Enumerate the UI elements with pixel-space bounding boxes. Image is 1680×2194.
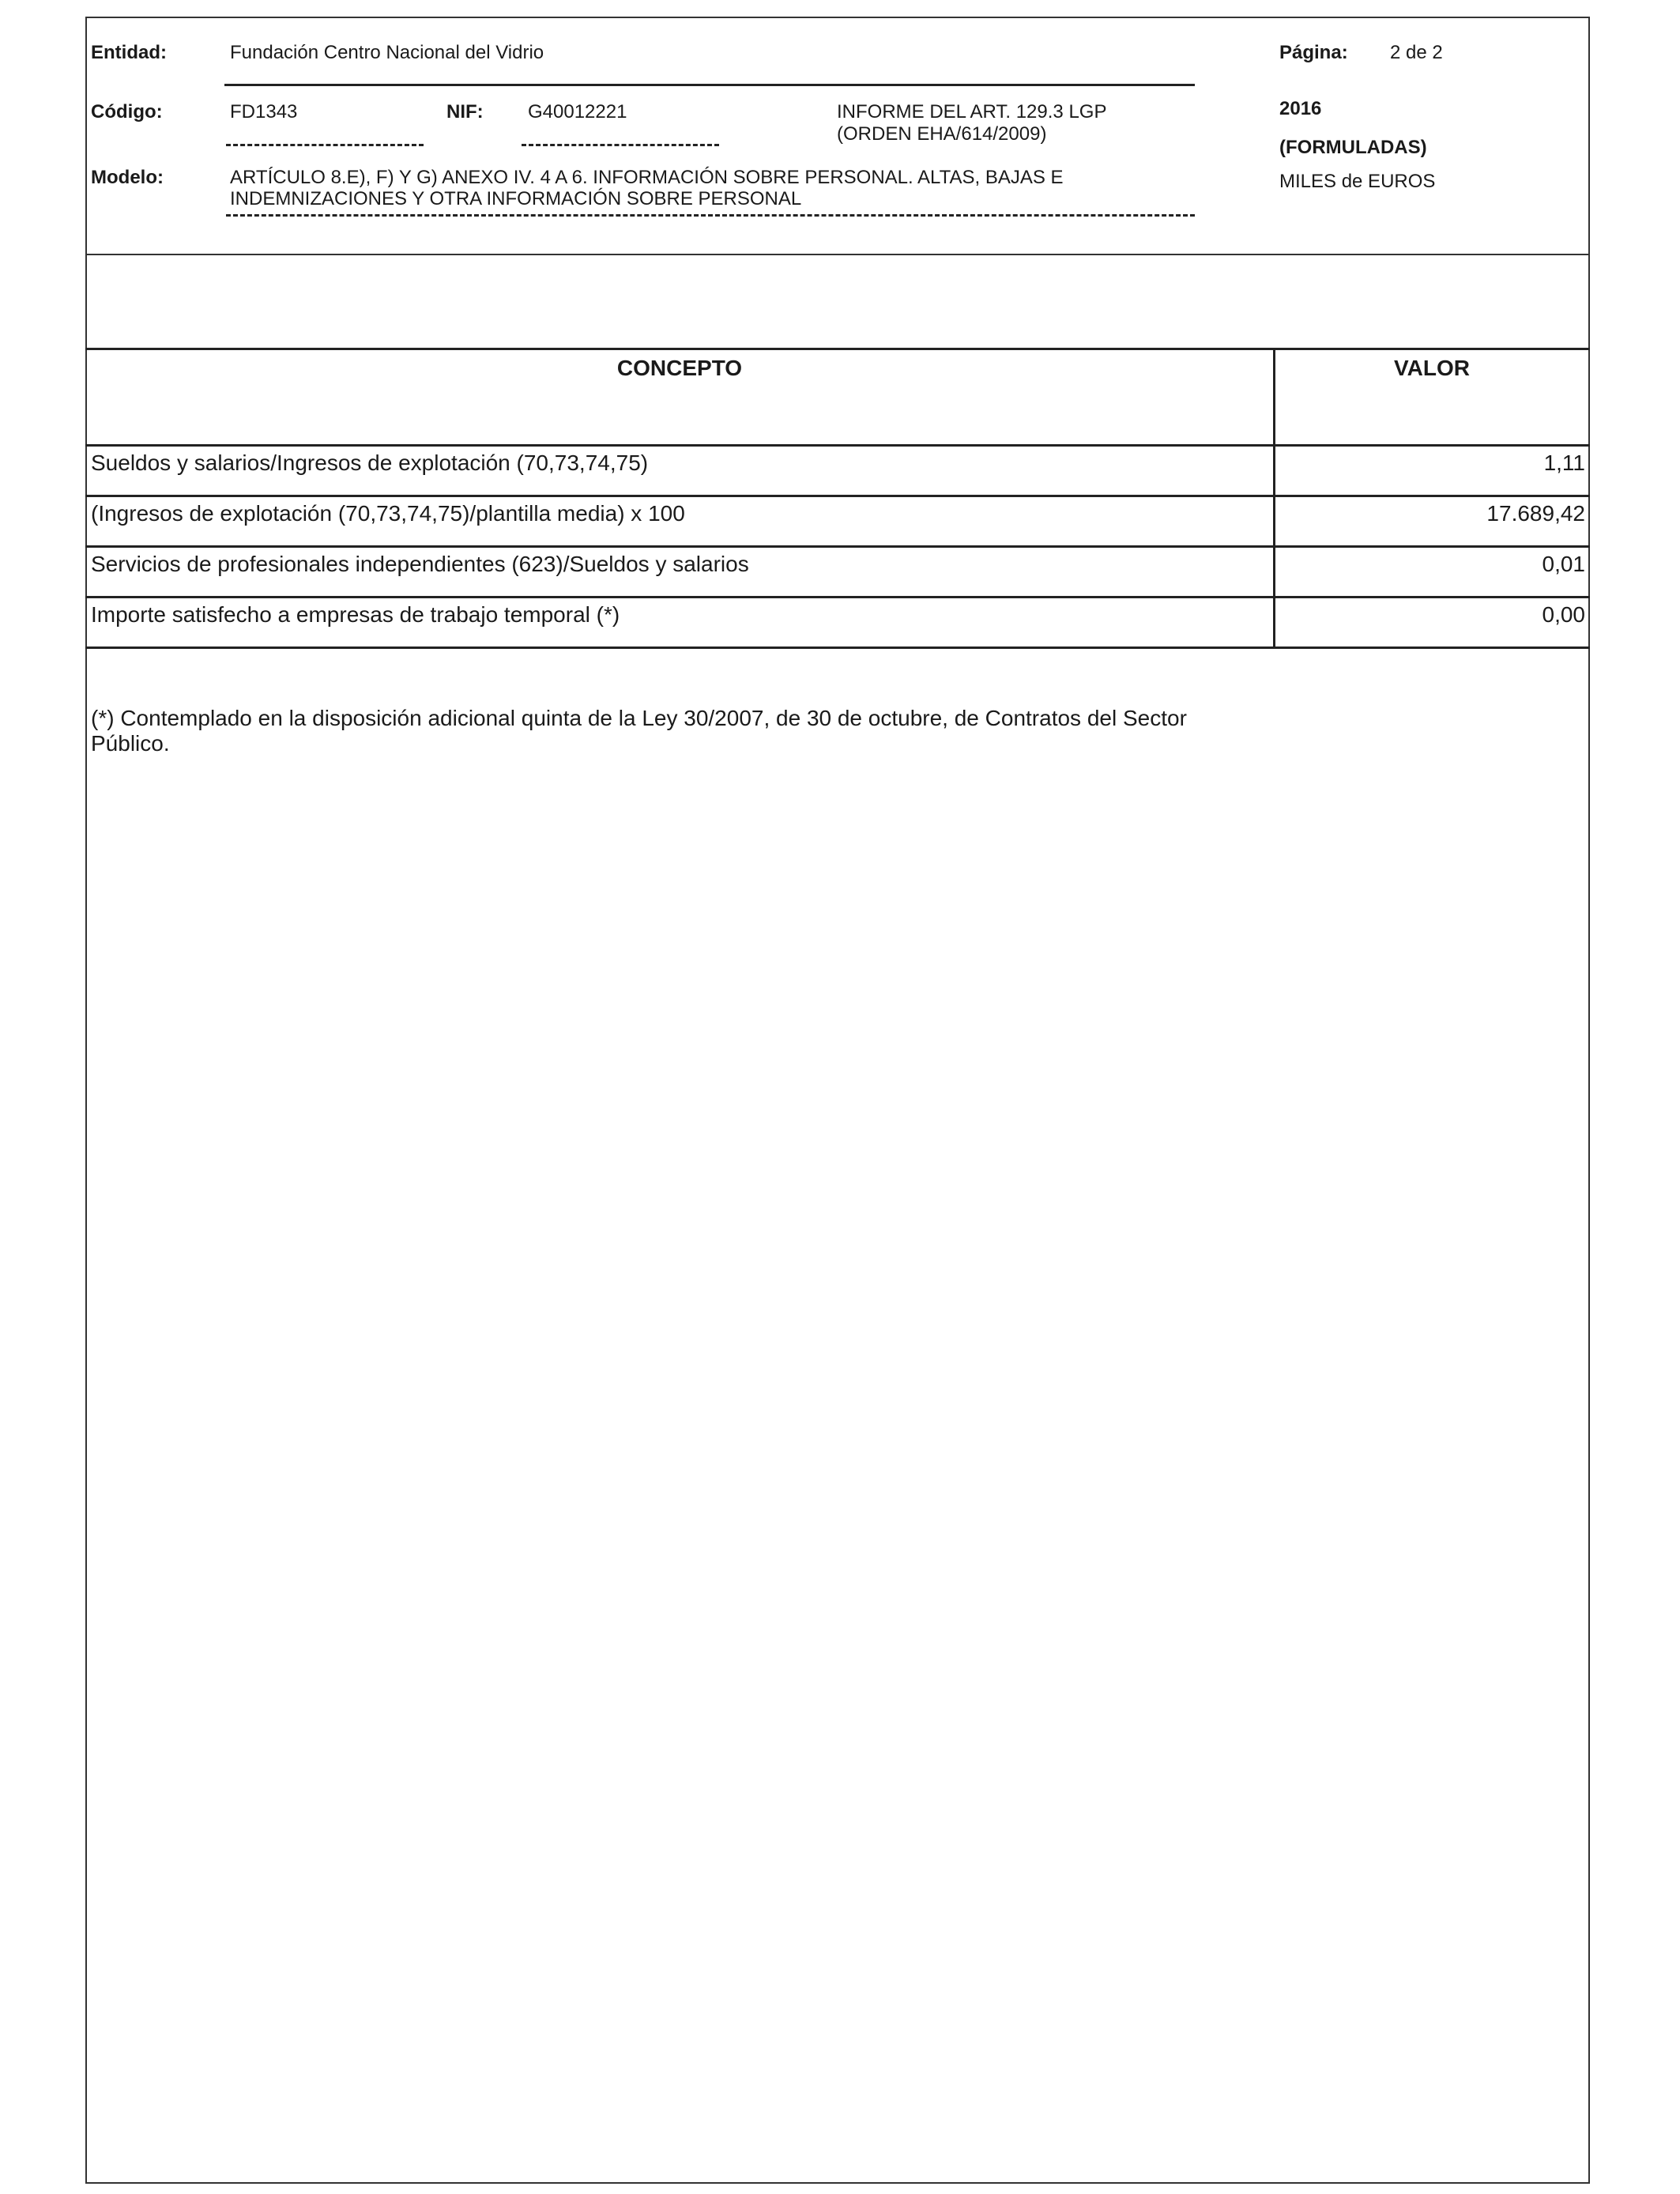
column-header-valor: VALOR xyxy=(1394,356,1470,380)
table-row-concept: Sueldos y salarios/Ingresos de explotación (70,73,74,75) xyxy=(91,450,649,475)
table-row-concept: Servicios de profesionales independientes (623)/Sueldos y salarios xyxy=(91,552,749,576)
report-line-1: INFORME DEL ART. 129.3 LGP xyxy=(837,101,1107,123)
model-line-1: ARTÍCULO 8.E), F) Y G) ANEXO IV. 4 A 6. INFORMACIÓN SOBRE PERSONAL. ALTAS, BAJAS E xyxy=(230,167,1064,188)
status: (FORMULADAS) xyxy=(1279,137,1427,158)
table-row-value: 1,11 xyxy=(1543,450,1585,475)
nif-label: NIF: xyxy=(446,101,484,123)
table-row-value: 0,00 xyxy=(1542,602,1585,627)
report-line-2: (ORDEN EHA/614/2009) xyxy=(837,123,1047,145)
model-label: Modelo: xyxy=(91,167,164,188)
code-underline xyxy=(226,144,424,146)
code-value: FD1343 xyxy=(230,101,298,123)
entity-label: Entidad: xyxy=(91,42,167,63)
table-row-value: 0,01 xyxy=(1542,552,1585,576)
table-top-rule xyxy=(85,348,1590,350)
row-rule xyxy=(85,596,1590,598)
row-rule xyxy=(85,545,1590,548)
model-line-2: INDEMNIZACIONES Y OTRA INFORMACIÓN SOBRE PERSONAL xyxy=(230,188,802,209)
nif-underline xyxy=(522,144,719,146)
page-frame xyxy=(85,17,1590,2184)
table-row-concept: Importe satisfecho a empresas de trabajo temporal (*) xyxy=(91,602,620,627)
model-underline xyxy=(226,214,1195,217)
header-rule xyxy=(224,84,1195,86)
page-label: Página: xyxy=(1279,42,1348,63)
header-bottom-rule xyxy=(85,254,1590,255)
page-value: 2 de 2 xyxy=(1390,42,1443,63)
table-column-divider xyxy=(1273,348,1275,648)
entity-value: Fundación Centro Nacional del Vidrio xyxy=(230,42,544,63)
year: 2016 xyxy=(1279,98,1322,119)
header-row-rule xyxy=(85,444,1590,447)
code-label: Código: xyxy=(91,101,163,123)
units: MILES de EUROS xyxy=(1279,171,1436,192)
column-header-concepto: CONCEPTO xyxy=(616,356,743,380)
table-row-value: 17.689,42 xyxy=(1486,501,1585,526)
nif-value: G40012221 xyxy=(528,101,627,123)
table-bottom-rule xyxy=(85,647,1590,649)
table-row-concept: (Ingresos de explotación (70,73,74,75)/plantilla media) x 100 xyxy=(91,501,685,526)
row-rule xyxy=(85,495,1590,497)
footnote: (*) Contemplado en la disposición adicional quinta de la Ley 30/2007, de 30 de octubre, de Contratos del Sector Público. xyxy=(91,706,1187,756)
